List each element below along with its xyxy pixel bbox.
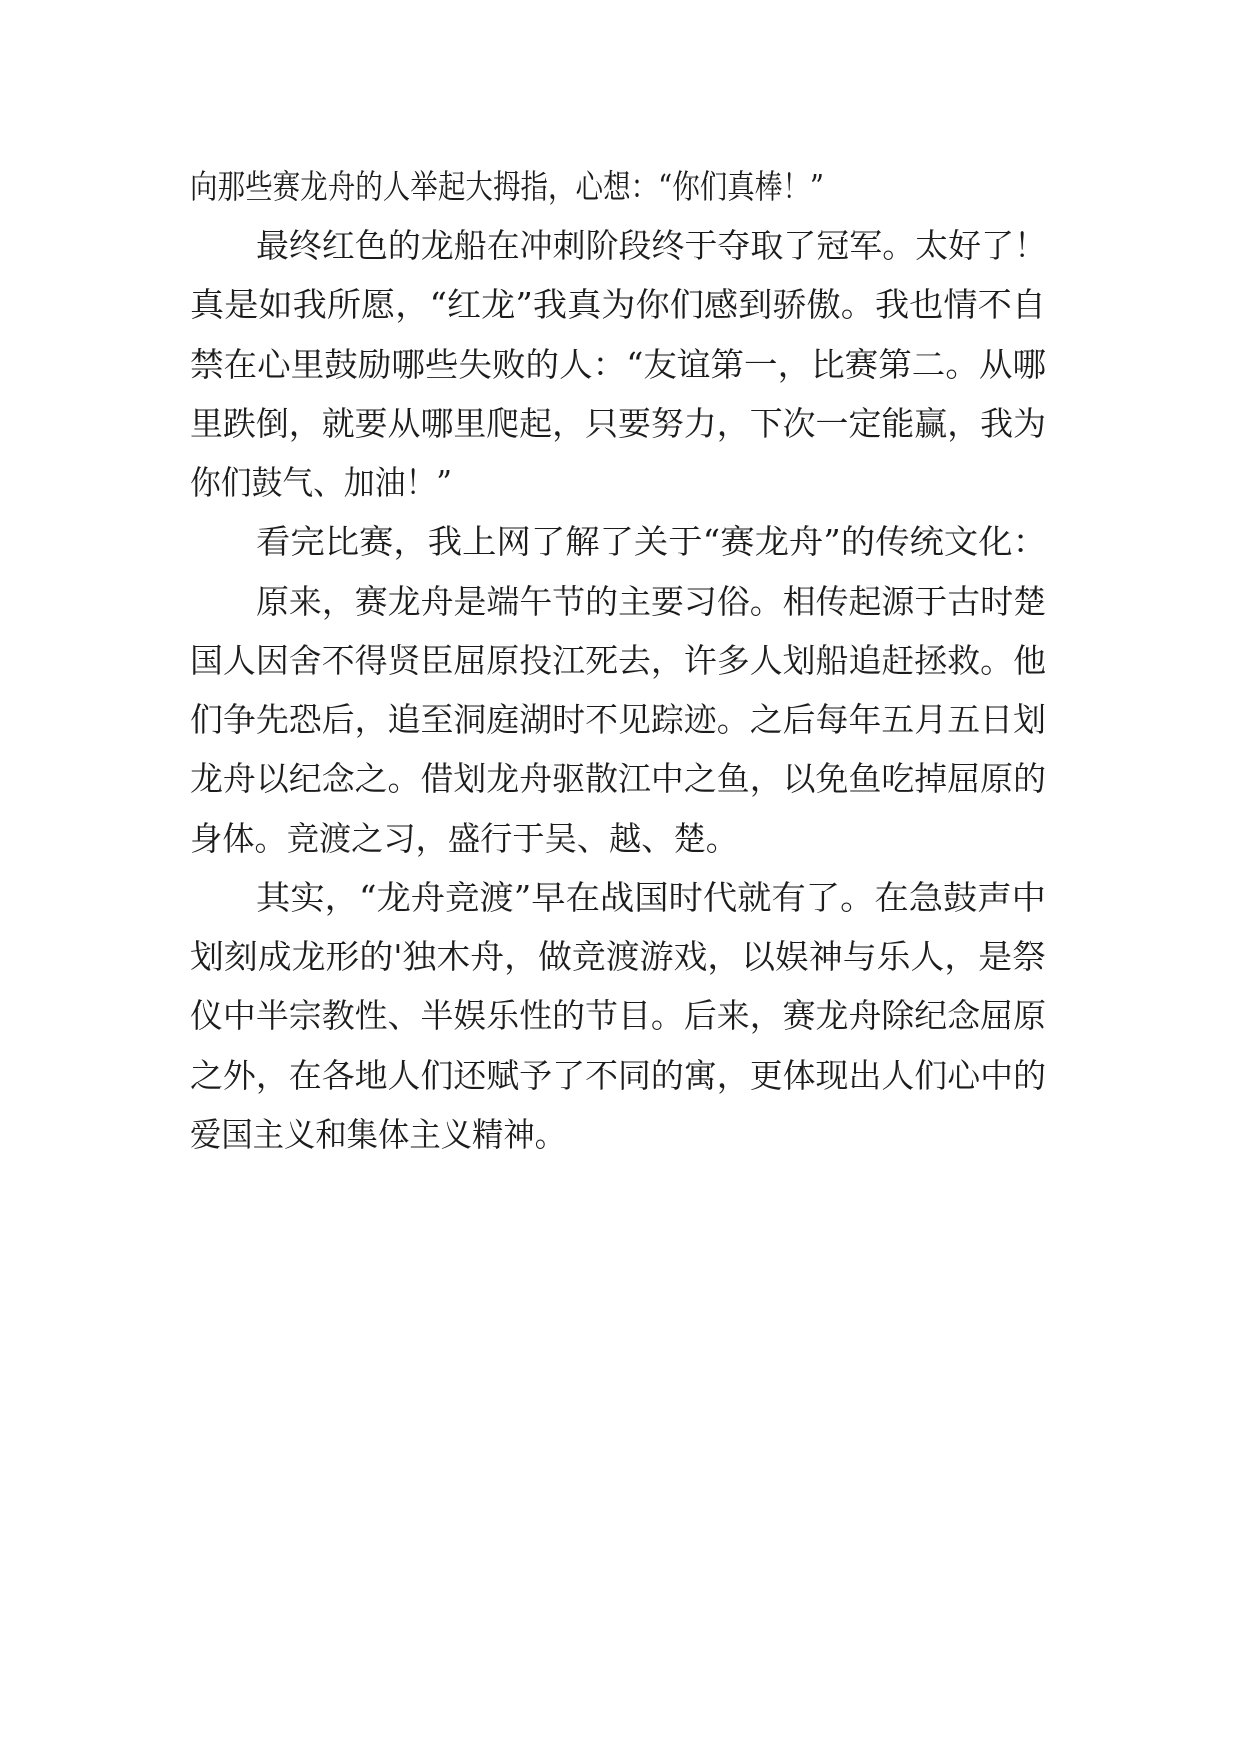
text-line (0, 517, 1241, 567)
line-text: 国人因舍不得贤臣屈原投江死去，许多人划船追赶拯救。他 (190, 641, 1046, 680)
line-text: 其实，“龙舟竞渡”早在战国时代就有了。在急鼓声中 (256, 878, 1046, 917)
line-text: 真是如我所愿，“红龙”我真为你们感到骄傲。我也情不自 (190, 285, 1046, 324)
text-line (0, 577, 1241, 627)
line-text: 仪中半宗教性、半娱乐性的节目。后来，赛龙舟除纪念屈原 (190, 996, 1046, 1035)
text-line (0, 162, 1241, 212)
text-line (0, 991, 1241, 1041)
text-line (0, 873, 1241, 923)
line-text: 原来，赛龙舟是端午节的主要习俗。相传起源于古时楚 (256, 582, 1046, 621)
text-line (0, 932, 1241, 982)
line-text: 爱国主义和集体主义精神。 (190, 1115, 566, 1154)
line-text: 里跌倒，就要从哪里爬起，只要努力，下次一定能赢，我为 (190, 404, 1046, 443)
text-line (0, 280, 1241, 330)
text-line (0, 754, 1241, 804)
text-line (0, 1051, 1241, 1101)
line-text: 最终红色的龙船在冲刺阶段终于夺取了冠军。太好了！ (256, 226, 1047, 265)
text-line (0, 695, 1241, 745)
text-line (0, 1110, 1241, 1160)
text-line (0, 340, 1241, 390)
text-line (0, 814, 1241, 864)
line-text: 划刻成龙形的'独木舟，做竞渡游戏，以娱神与乐人，是祭 (190, 937, 1046, 976)
line-text: 之外，在各地人们还赋予了不同的寓，更体现出人们心中的 (190, 1056, 1046, 1095)
line-text: 禁在心里鼓励哪些失败的人：“友谊第一，比赛第二。从哪 (190, 345, 1046, 384)
line-text: 身体。竞渡之习，盛行于吴、越、楚。 (190, 819, 738, 858)
text-line (0, 458, 1241, 508)
text-line (0, 636, 1241, 686)
text-line (0, 399, 1241, 449)
line-text: 龙舟以纪念之。借划龙舟驱散江中之鱼，以免鱼吃掉屈原的 (190, 759, 1046, 798)
line-text: 看完比赛，我上网了解了关于“赛龙舟”的传统文化： (256, 522, 1047, 561)
line-text: 向那些赛龙舟的人举起大拇指，心想：“你们真棒！” (190, 167, 824, 206)
text-line (0, 221, 1241, 271)
line-text: 你们鼓气、加油！” (190, 463, 452, 502)
line-text: 们争先恐后，追至洞庭湖时不见踪迹。之后每年五月五日划 (190, 700, 1046, 739)
